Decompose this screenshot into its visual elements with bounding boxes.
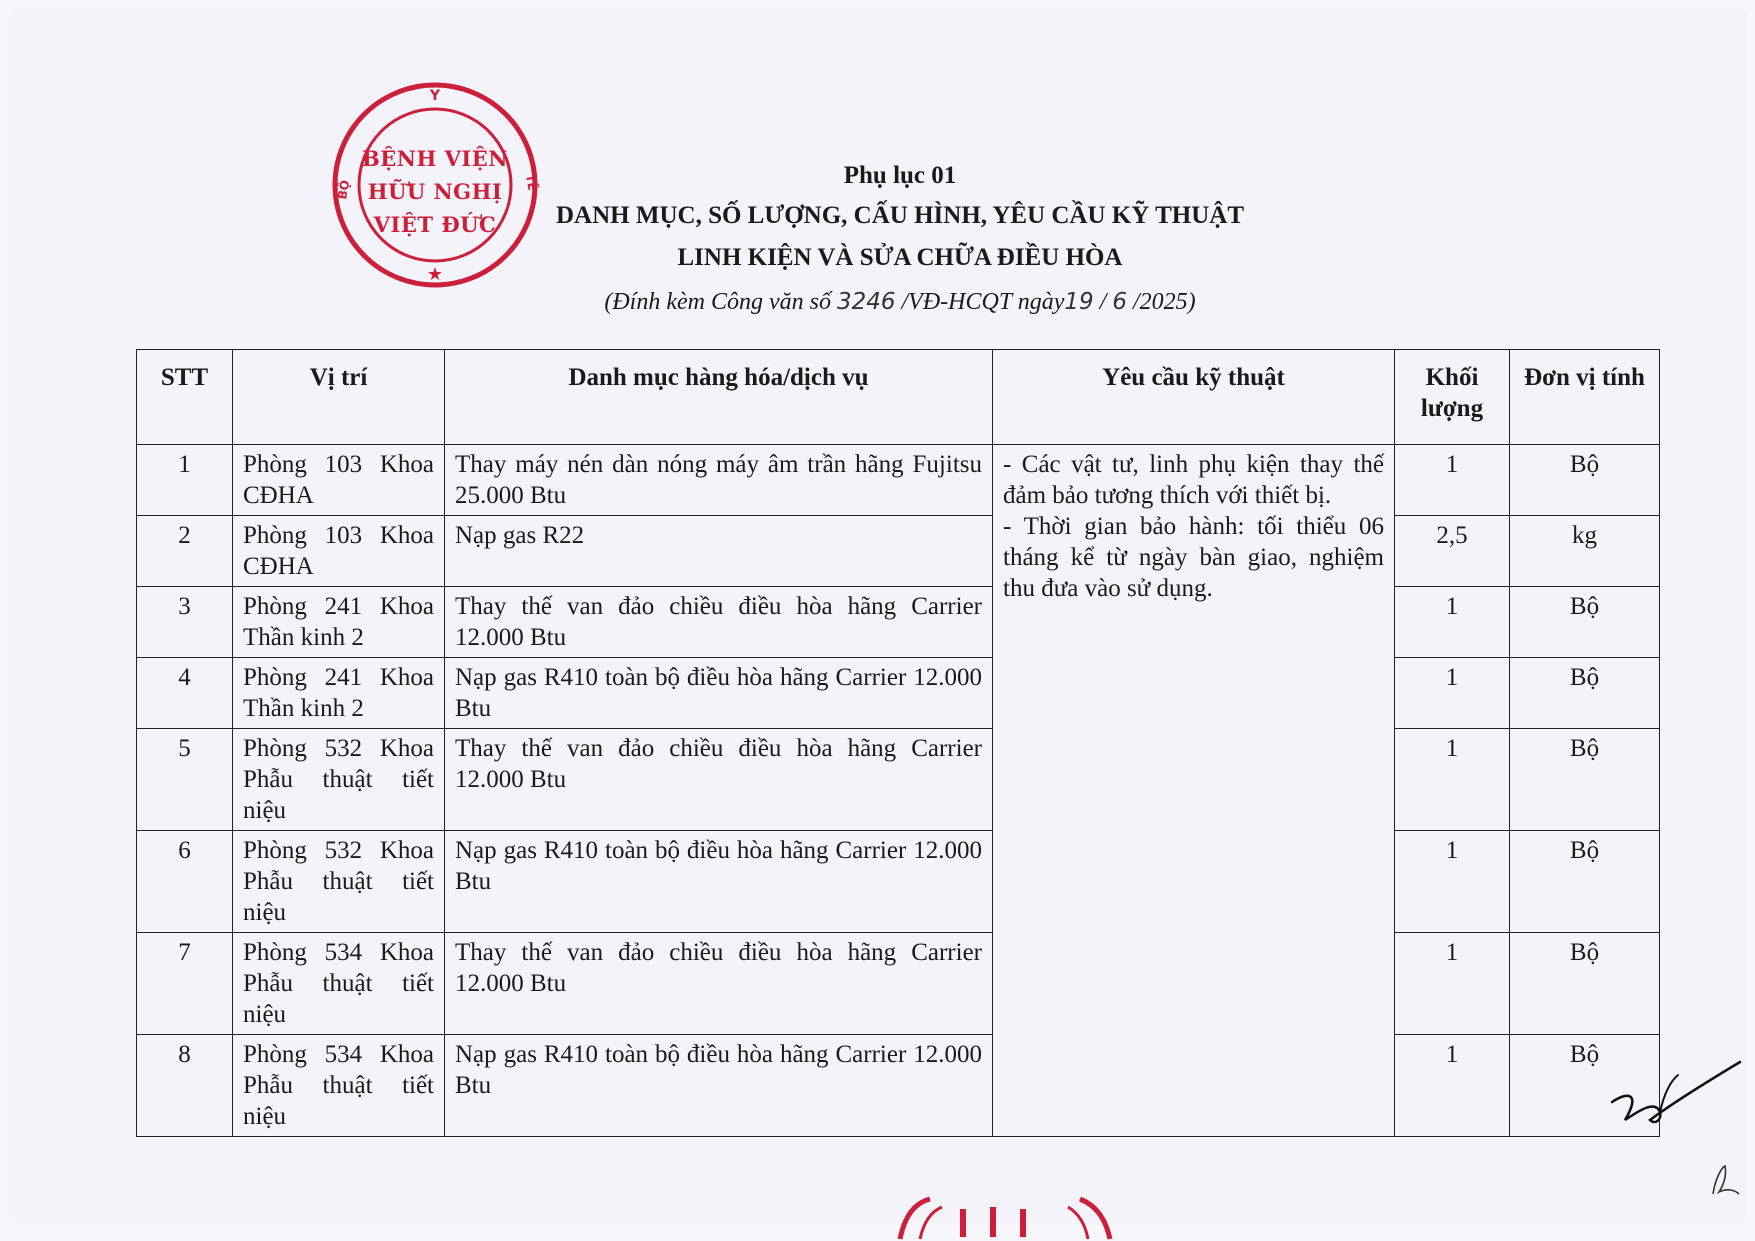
bottom-partial-stamp [890,1195,1120,1241]
cell-location: Phòng 241 Khoa Thần kinh 2 [233,587,445,658]
cell-stt: 4 [137,658,233,729]
cell-quantity: 1 [1395,1035,1510,1137]
attach-prefix: (Đính kèm Công văn số [604,289,837,315]
attach-suffix: /2025) [1127,289,1196,315]
attach-mid: /VĐ-HCQT ngày [895,289,1065,315]
cell-quantity: 1 [1395,445,1510,516]
cell-item: Nạp gas R410 toàn bộ điều hòa hãng Carrier 12.000 Btu [445,658,993,729]
cell-unit: Bộ [1510,445,1660,516]
cell-item: Thay thế van đảo chiều điều hòa hãng Carrier 12.000 Btu [445,729,993,831]
header-quantity: Khối lượng [1395,350,1510,445]
cell-location: Phòng 532 Khoa Phẫu thuật tiết niệu [233,729,445,831]
cell-unit: kg [1510,516,1660,587]
cell-stt: 8 [137,1035,233,1137]
cell-location: Phòng 241 Khoa Thần kinh 2 [233,658,445,729]
cell-location: Phòng 534 Khoa Phẫu thuật tiết niệu [233,933,445,1035]
cell-stt: 5 [137,729,233,831]
cell-location: Phòng 103 Khoa CĐHA [233,516,445,587]
title-line-1: DANH MỤC, SỐ LƯỢNG, CẤU HÌNH, YÊU CẦU KỸ THUẬT [556,202,1244,229]
cell-item: Nạp gas R22 [445,516,993,587]
header-unit: Đơn vị tính [1510,350,1660,445]
stamp-left-letter: BỘ [335,179,353,201]
cell-item: Thay máy nén dàn nóng máy âm trần hãng Fujitsu 25.000 Btu [445,445,993,516]
requirement-2: - Thời gian bảo hành: tối thiểu 06 tháng kể từ ngày bàn giao, nghiệm thu đưa vào sử dụng. [1003,513,1384,602]
table-row [137,658,1660,729]
cell-stt: 6 [137,831,233,933]
attachment-reference [520,278,1280,326]
doc-month: 6 [1112,289,1127,315]
table-row [137,933,1660,1035]
header-requirements: Yêu cầu kỹ thuật [993,350,1395,445]
document-header [520,158,1280,326]
cell-item: Thay thế van đảo chiều điều hòa hãng Carrier 12.000 Btu [445,587,993,658]
cell-unit: Bộ [1510,658,1660,729]
header-item: Danh mục hàng hóa/dịch vụ [445,350,993,445]
stamp-text [330,142,540,241]
cell-location: Phòng 534 Khoa Phẫu thuật tiết niệu [233,1035,445,1137]
table-row [137,587,1660,658]
cell-unit: Bộ [1510,587,1660,658]
header-location: Vị trí [233,350,445,445]
date-separator: / [1093,289,1113,315]
items-table [136,349,1660,1137]
cell-stt: 7 [137,933,233,1035]
cell-item: Nạp gas R410 toàn bộ điều hòa hãng Carrier 12.000 Btu [445,831,993,933]
cell-quantity: 1 [1395,729,1510,831]
signature-initials [1600,1050,1750,1140]
cell-stt: 2 [137,516,233,587]
table-header-row [137,350,1660,445]
corner-initial-mark [1705,1160,1745,1200]
doc-day: 19 [1064,289,1094,315]
appendix-label: Phụ lục 01 [843,162,957,189]
table-row [137,516,1660,587]
cell-quantity: 1 [1395,831,1510,933]
table-row [137,831,1660,933]
stamp-top-letter: Y [429,88,441,104]
cell-item: Nạp gas R410 toàn bộ điều hòa hãng Carrier 12.000 Btu [445,1035,993,1137]
stamp-right-letter: TẾ [523,173,540,192]
cell-quantity: 1 [1395,587,1510,658]
table-row [137,729,1660,831]
cell-unit: Bộ [1510,1035,1660,1137]
cell-requirements [993,445,1395,1137]
cell-location: Phòng 103 Khoa CĐHA [233,445,445,516]
title-line-2: LINH KIỆN VÀ SỬA CHỮA ĐIỀU HÒA [677,244,1123,271]
cell-unit: Bộ [1510,729,1660,831]
cell-unit: Bộ [1510,831,1660,933]
stamp-star-icon: ★ [426,264,444,285]
doc-number: 3246 [836,289,896,315]
requirement-1: - Các vật tư, linh phụ kiện thay thế đảm bảo tương thích với thiết bị. [1003,451,1384,509]
cell-location: Phòng 532 Khoa Phẫu thuật tiết niệu [233,831,445,933]
cell-quantity: 2,5 [1395,516,1510,587]
cell-stt: 3 [137,587,233,658]
cell-unit: Bộ [1510,933,1660,1035]
cell-quantity: 1 [1395,933,1510,1035]
cell-stt: 1 [137,445,233,516]
hospital-stamp [330,80,540,290]
table-row [137,1035,1660,1137]
cell-item: Thay thế van đảo chiều điều hòa hãng Carrier 12.000 Btu [445,933,993,1035]
stamp-line-1: BỆNH VIỆN [362,146,508,171]
header-stt: STT [137,350,233,445]
cell-quantity: 1 [1395,658,1510,729]
stamp-line-2: HỮU NGHỊ [367,179,503,204]
stamp-line-3: VIỆT ĐỨC [373,212,497,237]
table-row [137,445,1660,516]
